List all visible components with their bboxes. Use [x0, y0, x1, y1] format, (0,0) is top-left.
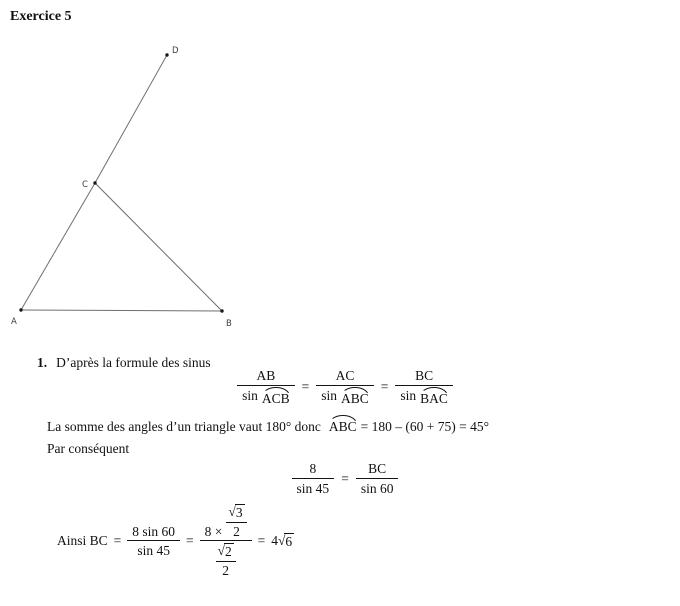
angle-acb: ACB: [261, 390, 290, 406]
angle-sum-result: = 180 – (60 + 75) = 45°: [360, 419, 489, 434]
item-intro-text: D’après la formule des sinus: [56, 355, 211, 370]
angle-abc-inline: ABC: [328, 419, 357, 434]
segment-a-b: [21, 310, 222, 311]
frac-den: 2: [222, 562, 229, 578]
angle-sum-line: [47, 419, 489, 435]
fraction-sqrt3-2: [226, 504, 246, 539]
label-d: D: [172, 46, 179, 56]
equals-sign: =: [113, 533, 122, 549]
fraction-sqrt2-2: [216, 543, 236, 578]
page-title: Exercice 5: [10, 9, 72, 24]
segment-c-b: [95, 183, 222, 311]
consequence-line: Par conséquent: [47, 441, 130, 456]
sin-fn: sin: [400, 387, 417, 403]
frac-num: BC: [368, 461, 387, 476]
radicand: 2: [224, 544, 232, 560]
frac-num: BC: [415, 368, 434, 383]
fraction-ac: [316, 368, 374, 406]
frac-num: AC: [335, 368, 355, 383]
coefficient: 8 ×: [204, 523, 223, 539]
angle-bac: BAC: [420, 390, 448, 406]
lead-text: Ainsi BC: [57, 533, 108, 549]
sqrt-6: [278, 533, 294, 550]
equals-sign: =: [301, 379, 310, 395]
frac-den: 2: [233, 523, 240, 539]
sqrt-3: [228, 504, 244, 521]
fraction-bc-sin60: [356, 461, 399, 496]
point-b: [220, 309, 223, 312]
sin-fn: sin: [242, 387, 258, 403]
equals-sign: =: [341, 470, 349, 486]
frac-den: sin 45: [137, 543, 170, 559]
nested-fraction: [200, 504, 252, 578]
result: [271, 533, 294, 550]
fraction-bc: [395, 368, 453, 406]
angle-sum-text: La somme des angles d’un triangle vaut 180° donc: [47, 419, 321, 434]
numeric-equation: [0, 461, 680, 496]
frac-den: sin 45: [296, 480, 330, 496]
frac-num: 8: [309, 461, 317, 476]
radicand: 6: [285, 533, 293, 549]
label-b: B: [226, 319, 232, 329]
figure-points: [19, 53, 223, 312]
result-coefficient: 4: [271, 532, 278, 548]
sin-fn: sin: [321, 387, 337, 403]
radicand: 3: [235, 505, 243, 520]
item-number: 1.: [37, 355, 48, 370]
equals-sign: =: [186, 533, 194, 549]
fraction-ab: [237, 368, 295, 406]
radical-sign: √: [228, 504, 236, 519]
point-c: [93, 181, 96, 184]
label-a: A: [11, 317, 17, 327]
label-c: C: [82, 180, 88, 190]
frac-num: 8 sin 60: [132, 523, 176, 539]
angle-abc: ABC: [341, 390, 369, 406]
equals-sign: =: [380, 379, 389, 395]
radical-sign: √: [277, 532, 286, 548]
segment-c-d: [95, 55, 167, 183]
frac-den: sin 60: [360, 480, 394, 496]
radical-sign: √: [217, 543, 225, 559]
triangle-figure: [0, 40, 250, 335]
sine-rule-equation: [0, 368, 680, 406]
equals-sign: =: [257, 533, 266, 549]
segment-a-c: [21, 183, 95, 310]
figure-lines: [21, 55, 222, 311]
sqrt-2: [218, 543, 234, 560]
point-d: [165, 53, 168, 56]
frac-num: AB: [256, 368, 276, 383]
final-computation: [57, 504, 294, 578]
figure-labels: [11, 46, 232, 329]
fraction-8sin60-sin45: [127, 524, 180, 559]
fraction-8-sin45: [292, 461, 335, 496]
point-a: [19, 308, 22, 311]
